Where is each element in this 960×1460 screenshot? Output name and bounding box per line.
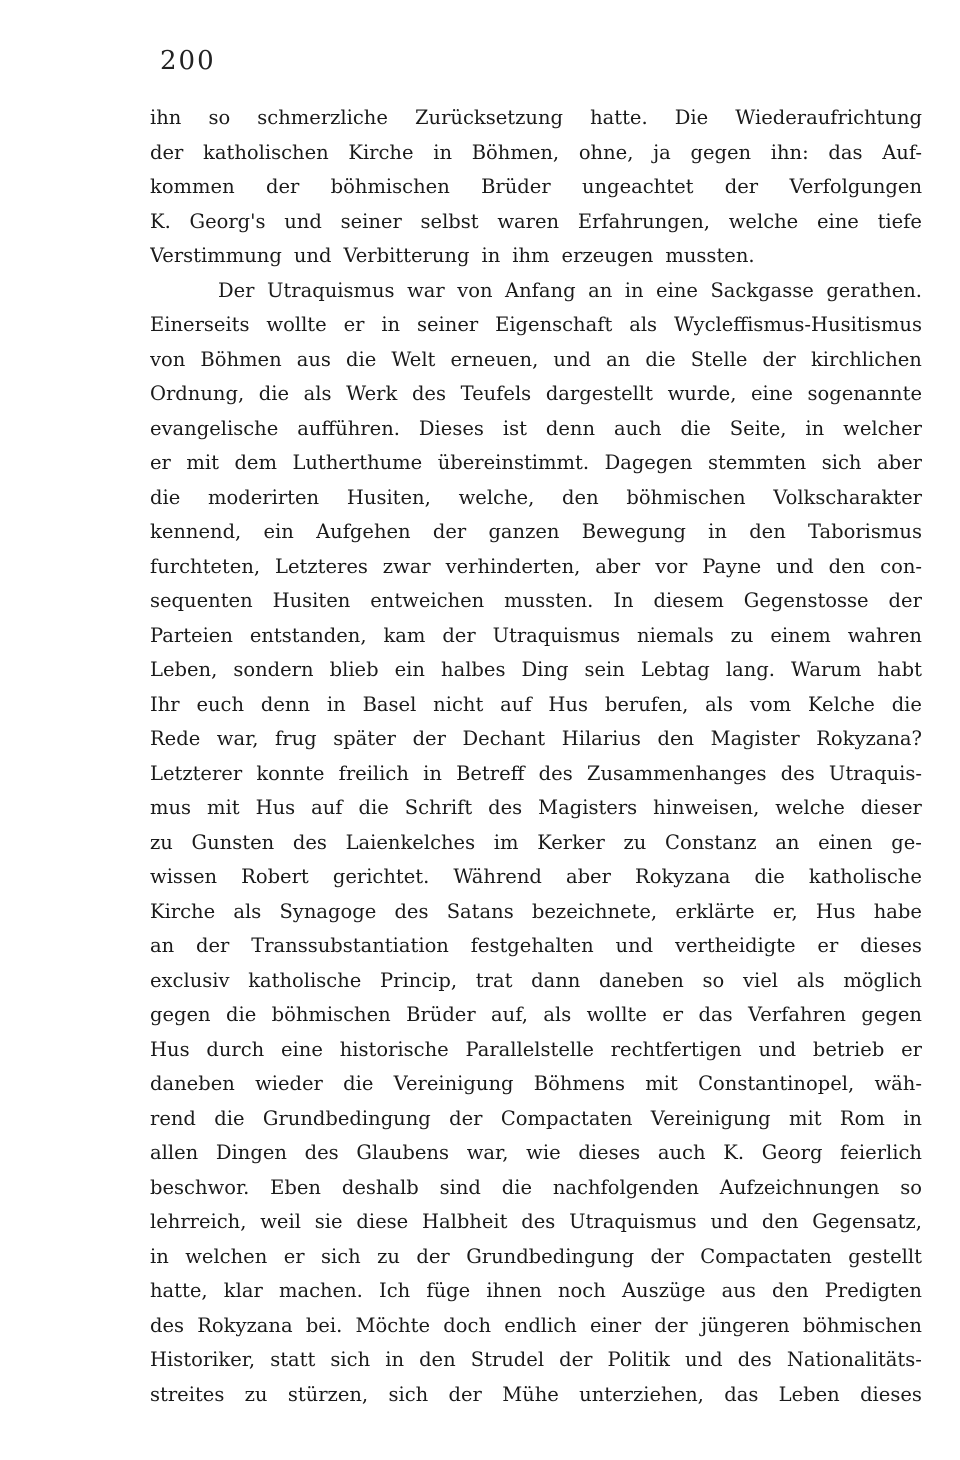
text-line: Rede war, frug später der Dechant Hilarius den Magister Rokyzana?: [150, 727, 922, 750]
text-line: mus mit Hus auf die Schrift des Magisters hinweisen, welche dieser: [150, 796, 922, 819]
text-line: Historiker, statt sich in den Strudel der Politik und des Nationalitäts-: [150, 1348, 922, 1371]
text-line: hatte, klar machen. Ich füge ihnen noch Auszüge aus den Predigten: [150, 1279, 922, 1302]
text-line: streites zu stürzen, sich der Mühe unterziehen, das Leben dieses: [150, 1382, 922, 1406]
text-line: gegen die böhmischen Brüder auf, als wollte er das Verfahren gegen: [150, 1003, 922, 1026]
text-line: exclusiv katholische Princip, trat dann daneben so viel als möglich: [150, 968, 922, 992]
text-line: Ihr euch denn in Basel nicht auf Hus berufen, als vom Kelche die: [150, 692, 922, 716]
text-line: furchteten, Letzteres zwar verhinderten, aber vor Payne und den con-: [150, 554, 922, 578]
text-line: lehrreich, weil sie diese Halbheit des Utraquismus und den Gegensatz,: [150, 1210, 922, 1233]
text-line: beschwor. Eben deshalb sind die nachfolgenden Aufzeichnungen so: [150, 1175, 922, 1199]
text-line: kommen der böhmischen Brüder ungeachtet der Verfolgungen: [150, 175, 922, 198]
text-line: Hus durch eine historische Parallelstelle rechtfertigen und betrieb er: [150, 1037, 922, 1061]
text-line: kennend, ein Aufgehen der ganzen Bewegung in den Taborismus: [150, 520, 922, 543]
text-line: Parteien entstanden, kam der Utraquismus niemals zu einem wahren: [150, 623, 922, 647]
body-text: [150, 101, 922, 1412]
text-line: evangelische aufführen. Dieses ist denn auch die Seite, in welcher: [150, 416, 922, 440]
text-line: wissen Robert gerichtet. Während aber Rokyzana die katholische: [150, 865, 922, 888]
page-number: 200: [160, 46, 216, 76]
text-line: rend die Grundbedingung der Compactaten Vereinigung mit Rom in: [150, 1106, 922, 1130]
text-line: ihn so schmerzliche Zurücksetzung hatte. Die Wiederaufrichtung: [150, 106, 922, 129]
text-line: Kirche als Synagoge des Satans bezeichnete, erklärte er, Hus habe: [150, 899, 922, 923]
text-line: die moderirten Husiten, welche, den böhmischen Volkscharakter: [150, 485, 922, 509]
text-line: daneben wieder die Vereinigung Böhmens mit Constantinopel, wäh-: [150, 1072, 922, 1095]
text-line: er mit dem Lutherthume übereinstimmt. Dagegen stemmten sich aber: [150, 451, 922, 474]
text-line: in welchen er sich zu der Grundbedingung der Compactaten gestellt: [150, 1244, 922, 1268]
text-line: Letzterer konnte freilich in Betreff des Zusammenhanges des Utraquis-: [150, 761, 922, 785]
text-line: sequenten Husiten entweichen mussten. In diesem Gegenstosse der: [150, 589, 922, 612]
text-line: K. Georg's und seiner selbst waren Erfahrungen, welche eine tiefe: [150, 209, 922, 233]
text-line: des Rokyzana bei. Möchte doch endlich einer der jüngeren böhmischen: [150, 1313, 922, 1337]
text-line: der katholischen Kirche in Böhmen, ohne, ja gegen ihn: das Auf-: [150, 140, 922, 164]
text-line: an der Transsubstantiation festgehalten und vertheidigte er dieses: [150, 934, 922, 957]
text-line: Einerseits wollte er in seiner Eigenschaft als Wycleffismus-Husitismus: [150, 313, 922, 336]
text-line: allen Dingen des Glaubens war, wie dieses auch K. Georg feierlich: [150, 1141, 922, 1164]
text-line: zu Gunsten des Laienkelches im Kerker zu Constanz an einen ge-: [150, 830, 922, 854]
text-line: von Böhmen aus die Welt erneuen, und an die Stelle der kirchlichen: [150, 347, 922, 371]
text-line: Ordnung, die als Werk des Teufels dargestellt wurde, eine sogenannte: [150, 382, 922, 405]
text-line: Der Utraquismus war von Anfang an in eine Sackgasse gerathen.: [218, 278, 922, 302]
text-line: Leben, sondern blieb ein halbes Ding sein Lebtag lang. Warum habt: [150, 658, 922, 681]
text-line: Verstimmung und Verbitterung in ihm erzeugen mussten.: [150, 244, 755, 267]
